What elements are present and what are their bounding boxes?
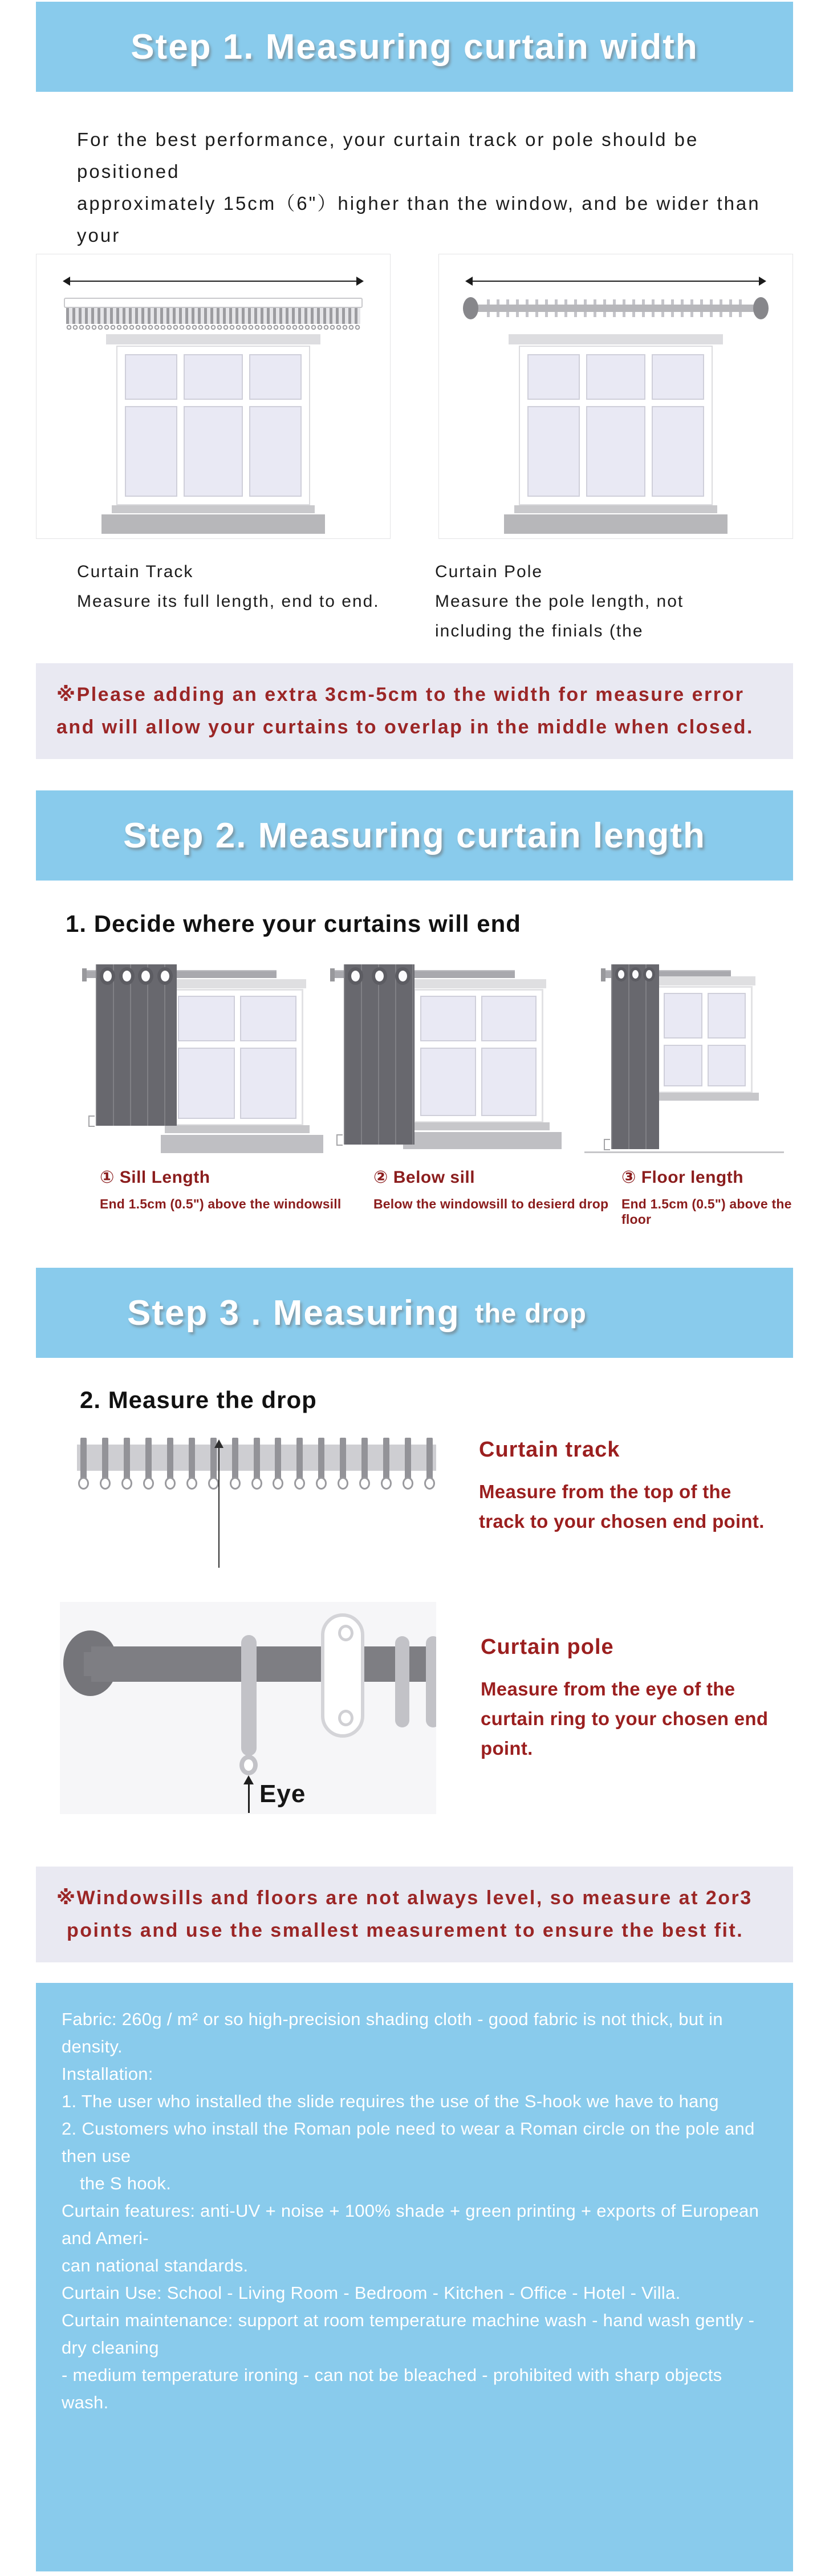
pole-desc-line2: curtain ring to your chosen end [481,1708,769,1729]
curtain-pole-diagram [438,254,793,539]
curtain-pole-drop-desc [481,1674,768,1763]
double-arrow-icon [64,281,363,282]
floor-length-illustration [604,963,773,1153]
curtain-track-drop-title: Curtain track [479,1438,620,1462]
track-desc-line2: track to your chosen end point. [479,1511,765,1532]
width-measure-note [36,663,793,759]
curtain-track-diagram [36,254,391,539]
step3-heading: 2. Measure the drop [80,1386,317,1413]
up-arrow-icon [218,1447,220,1568]
track-desc-line1: Measure from the top of the [479,1481,731,1502]
ring-eye-icon [239,1755,258,1775]
wall-base [403,1132,562,1149]
option-floor-length-label: ③ Floor length [621,1168,744,1187]
info-maintenance-2: - medium temperature ironing - can not be bleached - prohibited with sharp objects wash. [62,2365,722,2412]
window-sill [112,505,315,513]
curtain-track-hook-eyes [66,324,360,331]
option-sill-length [100,1167,341,1212]
step3-banner [36,1268,793,1358]
drop-track-section [77,1438,793,1580]
up-arrow-icon [248,1783,250,1813]
below-sill-illustration [334,963,553,1153]
window-icon [171,989,303,1126]
info-use: Curtain Use: School - Living Room - Bedroom - Kitchen - Office - Hotel - Villa. [62,2283,681,2303]
step1-banner-title: Step 1. Measuring curtain width [131,27,698,67]
curtain-track-caption-title: Curtain Track [77,562,194,581]
step2-banner [36,790,793,881]
curtain-track-caption-desc: Measure its full length, end to end. [77,592,380,611]
window-lintel [509,334,723,344]
window-panes [117,347,309,504]
info-install-2b: the S hook. [80,2173,172,2193]
pole-finial-left [463,297,478,319]
curtain-pole-rod [474,305,757,312]
curtain-panel-icon [96,964,177,1126]
curtain-length-options-row [36,963,793,1153]
curtain-pole-drop-text [481,1602,768,1814]
wall-base [161,1135,323,1153]
curtain-ring [426,1636,436,1727]
pole-desc-line1: Measure from the eye of the [481,1678,735,1699]
wall-bracket [321,1613,364,1738]
option-sill-length-label: ① Sill Length [100,1168,210,1187]
curtain-pole-caption-desc1: Measure the pole length, not [435,592,684,611]
info-maintenance: Curtain maintenance: support at room temperature machine wash - hand wash gently - dry cleaning [62,2310,755,2358]
option-below-sill-label: ② Below sill [373,1168,476,1187]
curtain-track-caption [77,557,435,646]
step1-diagrams-row [36,254,793,539]
double-arrow-icon [466,281,765,282]
curtain-panel-icon [344,964,414,1145]
window-icon [413,989,543,1123]
step1-banner [36,2,793,92]
pole-rod [91,1646,436,1682]
width-note-line2: and will allow your curtains to overlap in the middle when closed. [56,716,754,738]
step1-intro-line1: For the best performance, your curtain track or pole should be positioned [77,129,699,182]
curtain-panel-icon [611,964,659,1149]
drop-measure-note [36,1867,793,1962]
window-illustration [116,346,310,505]
step3-banner-subtitle: the drop [474,1297,587,1328]
info-install-1: 1. The user who installed the slide requires the use of the S-hook we have to hang [62,2091,719,2111]
drop-note-line2: points and use the smallest measurement to ensure the best fit. [67,1920,744,1941]
curtain-pole-caption-title: Curtain Pole [435,562,543,581]
curtain-track-hooks [66,308,360,324]
product-info-panel [36,1983,793,2571]
option-sill-length-desc: End 1.5cm (0.5") above the windowsill [100,1196,342,1211]
step2-heading: 1. Decide where your curtains will end [66,910,521,937]
pole-desc-line3: point. [481,1738,533,1759]
sill-length-illustration [86,963,314,1153]
step1-intro-line2: approximately 15cm（6"）higher than the window, and be wider than your [77,193,761,246]
width-note-line1: ※Please adding an extra 3cm-5cm to the width for measure error [56,684,745,705]
info-features: Curtain features: anti-UV + noise + 100% shade + green printing + exports of European and Ameri- [62,2201,759,2248]
eye-label: Eye [259,1780,306,1808]
window-base [504,514,728,534]
step1-intro-paragraph [77,124,802,251]
track-hooks [80,1438,433,1480]
window-sill [514,505,717,513]
curtain-track-rail [64,298,363,308]
curtain-track-drop-diagram [77,1438,436,1580]
curtain-pole-caption [435,557,793,646]
info-install-2: 2. Customers who install the Roman pole need to wear a Roman circle on the pole and then use [62,2119,755,2166]
info-installation: Installation: [62,2064,153,2084]
curtain-pole-drop-diagram [60,1602,436,1814]
curtain-pole-caption-desc2: including the finials (the [435,622,644,640]
curtain-track-drop-desc [479,1477,765,1536]
option-floor-length-desc: End 1.5cm (0.5") above the floor [621,1196,792,1227]
floor-line [584,1151,784,1153]
drop-note-line1: ※Windowsills and floors are not always level, so measure at 2or3 [56,1887,753,1909]
option-below-sill-desc: Below the windowsill to desierd drop [373,1196,609,1211]
option-below-sill [373,1167,608,1212]
curtain-track-drop-text [479,1438,765,1580]
window-base [101,514,325,534]
window-panes [520,347,712,504]
option-floor-length [621,1167,793,1227]
step1-captions-row [77,557,825,646]
curtain-length-labels-row [36,1167,793,1246]
curtain-pole-drop-title: Curtain pole [481,1635,614,1659]
window-illustration [519,346,713,505]
info-features-2: can national standards. [62,2255,249,2275]
drop-pole-section [60,1602,793,1814]
step2-banner-title: Step 2. Measuring curtain length [123,816,706,855]
info-fabric: Fabric: 260g / m² or so high-precision shading cloth - good fabric is not thick, but in density. [62,2009,723,2056]
window-lintel [106,334,320,344]
step3-banner-title: Step 3 . Measuring [127,1293,460,1333]
window-icon [657,986,753,1093]
curtain-ring [395,1636,409,1727]
pole-finial-right [753,297,769,319]
curtain-ring [241,1635,257,1756]
